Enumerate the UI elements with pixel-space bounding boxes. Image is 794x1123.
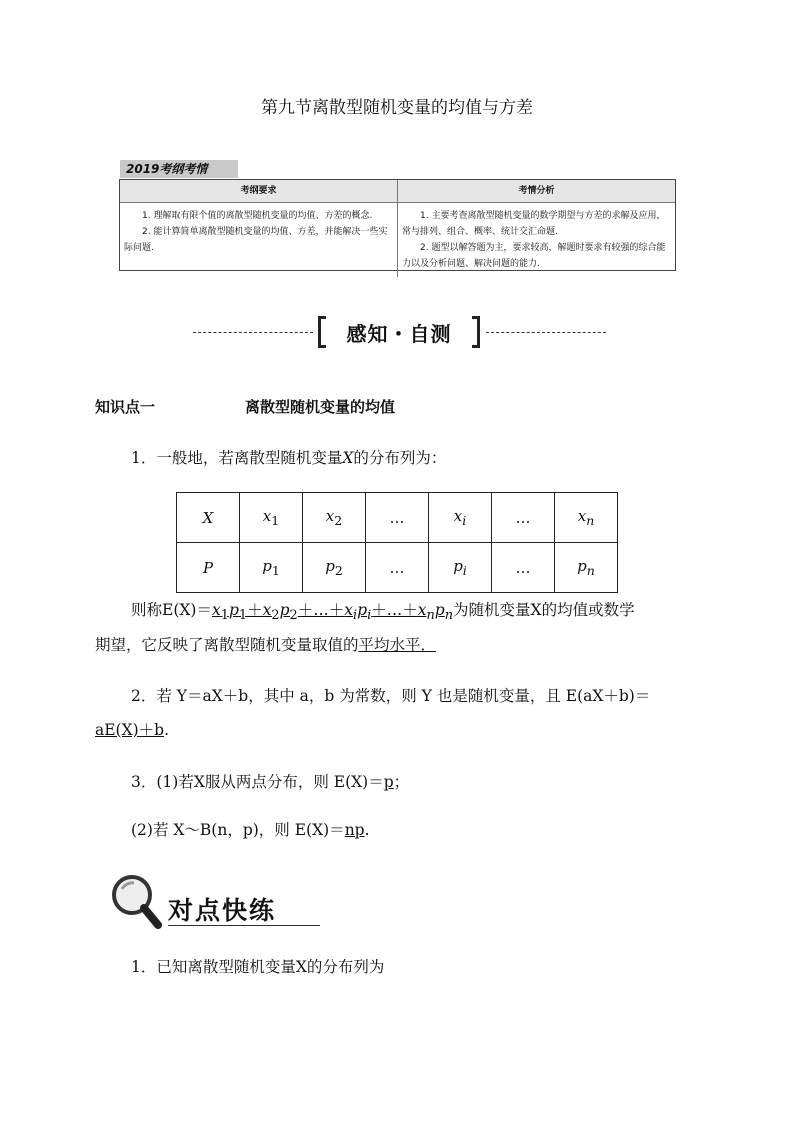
distribution-table	[176, 492, 618, 593]
text: (2)若 X～B(n，p)，则 E(X)＝	[131, 821, 345, 839]
page-title: 第九节离散型随机变量的均值与方差	[261, 98, 533, 118]
col-header-analysis: 考情分析	[518, 186, 555, 196]
section-banner-title: 感知・自测	[346, 322, 452, 346]
col-header-requirements: 考纲要求	[120, 180, 398, 202]
banner-dash-right	[486, 332, 606, 333]
table-row	[177, 543, 618, 593]
text: 期望，它反映了离散型随机变量取值的	[95, 636, 359, 654]
analysis-item: 1. 主要考查离散型随机变量的数学期望与方差的求解及应用，常与排列、组合、概率、统计交汇命题.	[402, 211, 666, 237]
table-cell: $x_1$	[240, 493, 303, 543]
text: 则称	[131, 601, 163, 619]
table-cell: $p_1$	[240, 543, 303, 593]
item-1-definition-line2	[95, 635, 436, 655]
text: 3．(1)若X服从两点分布，则 E(X)＝	[131, 773, 384, 791]
analysis-column	[398, 203, 675, 277]
exam-requirements-body	[120, 203, 675, 277]
answer-average-level: 平均水平．	[358, 636, 437, 654]
item-1-suffix: 的分布列为：	[353, 449, 447, 467]
item-2-line2	[95, 720, 169, 740]
item-1-prefix: 1．一般地，若离散型随机变量	[131, 449, 343, 467]
table-cell: X	[177, 493, 240, 543]
answer-two-point-mean: p	[383, 773, 394, 791]
magnifier-icon	[102, 871, 164, 933]
table-cell: …	[366, 493, 429, 543]
banner-bracket-right	[472, 316, 480, 348]
text: .	[164, 721, 170, 739]
banner-dash-left	[193, 332, 313, 333]
table-cell: P	[177, 543, 240, 593]
table-cell: $x_i$	[429, 493, 492, 543]
table-cell: $p_2$	[303, 543, 366, 593]
mean-formula: $x_1p_1+x_2p_2+\dots+x_ip_i+\dots+x_np_n$	[211, 601, 454, 624]
answer-linear-mean: aE(X)＋b	[95, 721, 165, 739]
table-cell: $p_i$	[429, 543, 492, 593]
text: .	[364, 821, 370, 839]
exam-requirements-tag: 2019考纲考情	[120, 160, 238, 178]
analysis-item: 2. 题型以解答题为主，要求较高，解题时要求有较强的综合能力以及分析问题、解决问题的能力.	[402, 243, 666, 269]
item-1-definition	[131, 600, 635, 626]
item-3-part2	[131, 820, 370, 840]
requirement-item: 1. 理解取有限个值的离散型随机变量的均值、方差的概念.	[142, 211, 373, 221]
answer-binomial-mean: np	[344, 821, 365, 839]
item-3-part1	[131, 772, 409, 792]
text: 为随机变量X的均值或数学	[453, 601, 635, 619]
item-1-intro	[131, 448, 446, 468]
table-cell: …	[492, 493, 555, 543]
table-cell: …	[366, 543, 429, 593]
knowledge-point-label: 知识点一	[95, 398, 156, 416]
requirement-item: 2. 能计算简单离散型随机变量的均值、方差，并能解决一些实际问题.	[124, 227, 388, 253]
practice-1-text: 1．已知离散型随机变量X的分布列为	[131, 958, 385, 976]
table-cell: $x_2$	[303, 493, 366, 543]
section-banner	[318, 316, 480, 352]
knowledge-point-title: 离散型随机变量的均值	[245, 398, 396, 416]
table-cell: $p_n$	[555, 543, 618, 593]
item-2-line1: 2．若 Y＝aX＋b，其中 a，b 为常数，则 Y 也是随机变量，且 E(aX＋b)＝	[131, 687, 651, 705]
exam-requirements-table	[119, 179, 676, 271]
item-1-var: X	[342, 449, 354, 467]
requirements-column	[120, 203, 398, 277]
text: ；	[393, 773, 410, 791]
text: E(X)＝	[162, 601, 212, 619]
table-cell: …	[492, 543, 555, 593]
quick-practice-title: 对点快练	[168, 896, 277, 925]
quick-practice-underline	[168, 925, 320, 926]
table-row	[177, 493, 618, 543]
exam-requirements-header	[120, 180, 675, 203]
table-cell: $x_n$	[555, 493, 618, 543]
